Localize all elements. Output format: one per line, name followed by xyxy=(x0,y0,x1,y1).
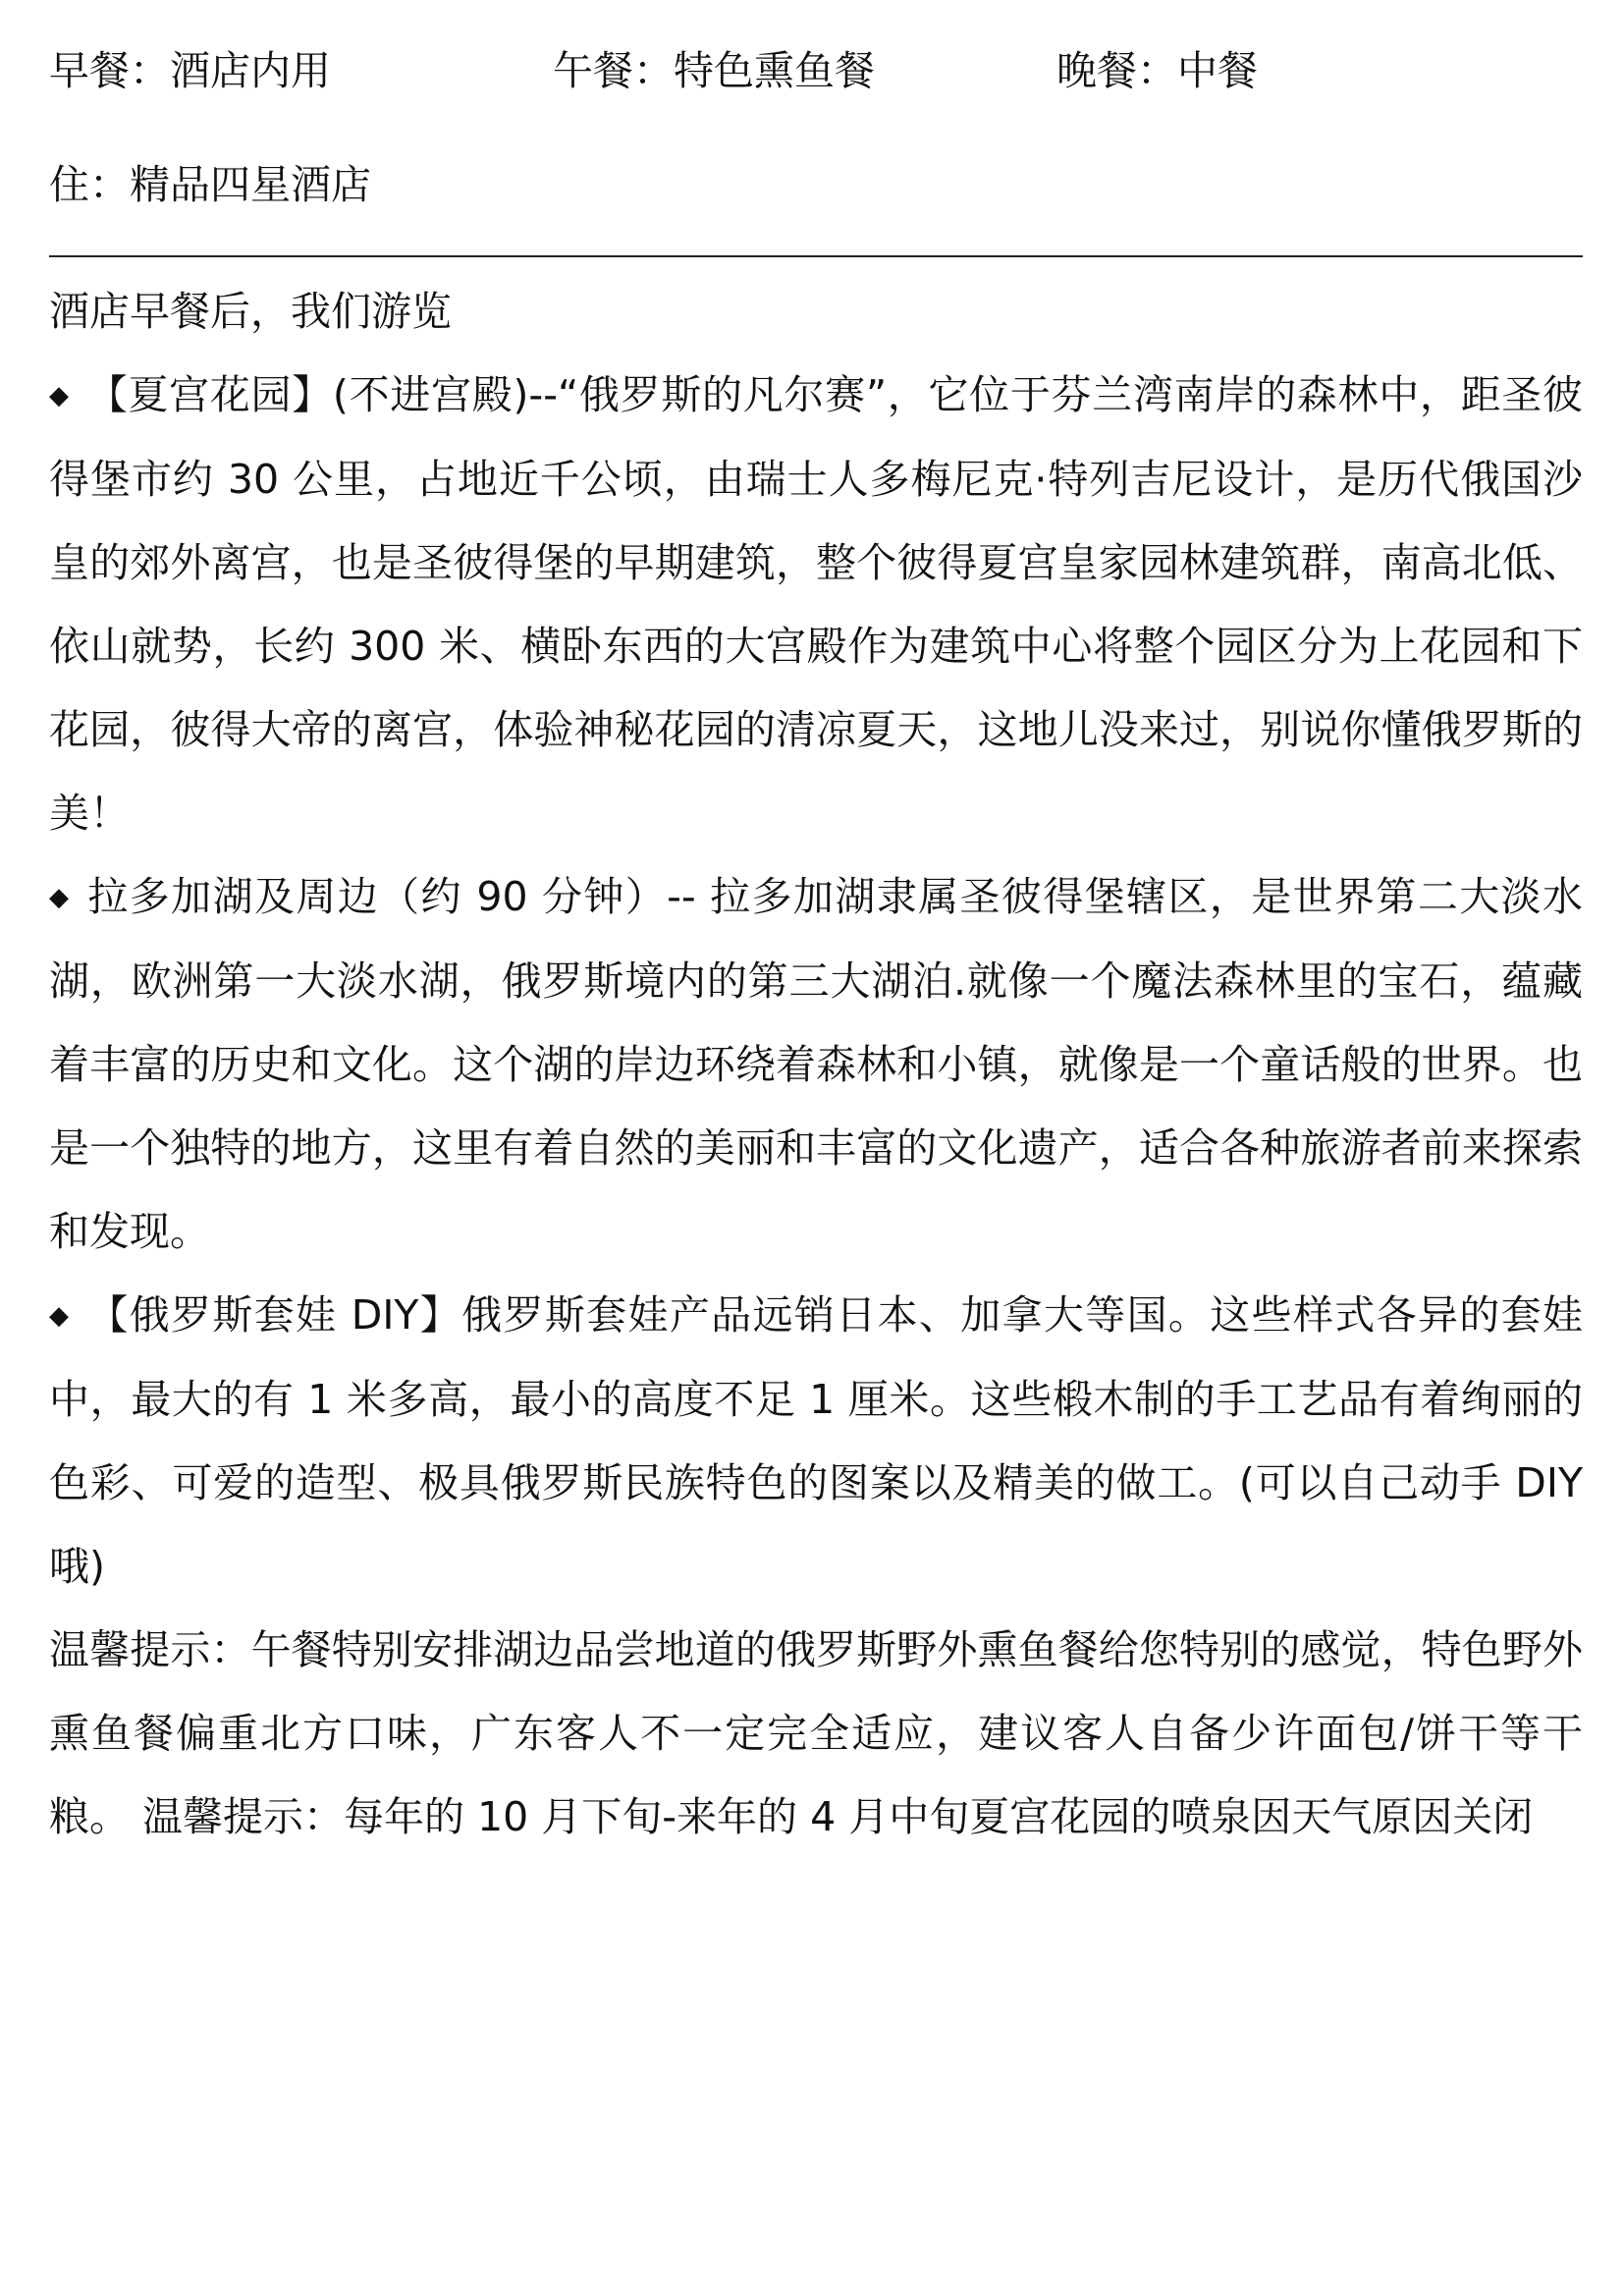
intro-text: 酒店早餐后，我们游览 xyxy=(49,288,452,335)
accommodation-info: 住：精品四星酒店 xyxy=(49,161,371,208)
itinerary-body xyxy=(49,270,1583,1859)
itinerary-item-lake-ladoga xyxy=(49,855,1583,1274)
diamond-bullet-icon: ◆ xyxy=(49,883,69,912)
tips-text: 温馨提示：午餐特别安排湖边品尝地道的俄罗斯野外熏鱼餐给您特别的感觉，特色野外熏鱼餐偏重北方口味，广东客人不一定完全适应，建议客人自备少许面包/饼干等干粮。 温馨提示：每年的 10 月下旬-来年的 4 月中旬夏宫花园的喷泉因天气原因关闭 xyxy=(49,1626,1583,1840)
itinerary-item-summer-palace xyxy=(49,354,1583,855)
lunch-info: 午餐：特色熏鱼餐 xyxy=(553,47,875,94)
section-divider xyxy=(49,255,1583,257)
diamond-bullet-icon: ◆ xyxy=(49,1301,69,1331)
item-text: 拉多加湖及周边（约 90 分钟）-- 拉多加湖隶属圣彼得堡辖区，是世界第二大淡水湖，欧洲第一大淡水湖，俄罗斯境内的第三大湖泊.就像一个魔法森林里的宝石，蕴藏着丰富的历史和文化。这个湖的岸边环绕着森林和小镇，就像是一个童话般的世界。也是一个独特的地方，这里有着自然的美丽和丰富的文化遗产，适合各种旅游者前来探索和发现。 xyxy=(49,873,1583,1255)
meals-row xyxy=(49,41,1583,100)
dinner-info: 晚餐：中餐 xyxy=(1056,47,1258,94)
breakfast-info: 早餐：酒店内用 xyxy=(49,47,331,94)
item-text: 【俄罗斯套娃 DIY】俄罗斯套娃产品远销日本、加拿大等国。这些样式各异的套娃中，最大的有 1 米多高，最小的高度不足 1 厘米。这些椴木制的手工艺品有着绚丽的色彩、可爱的造型、极具俄罗斯民族特色的图案以及精美的做工。(可以自己动手 DIY 哦) xyxy=(49,1291,1583,1590)
itinerary-item-matryoshka-diy xyxy=(49,1274,1583,1609)
item-text: 【夏宫花园】(不进宫殿)--“俄罗斯的凡尔赛”，它位于芬兰湾南岸的森林中，距圣彼得堡市约 30 公里，占地近千公顷，由瑞士人多梅尼克·特列吉尼设计，是历代俄国沙皇的郊外离宫，也是圣彼得堡的早期建筑，整个彼得夏宫皇家园林建筑群，南高北低、依山就势，长约 300 米、横卧东西的大宫殿作为建筑中心将整个园区分为上花园和下花园，彼得大帝的离宫，体验神秘花园的清凉夏天，这地儿没来过，别说你懂俄罗斯的美！ xyxy=(49,371,1583,837)
diamond-bullet-icon: ◆ xyxy=(49,381,69,410)
